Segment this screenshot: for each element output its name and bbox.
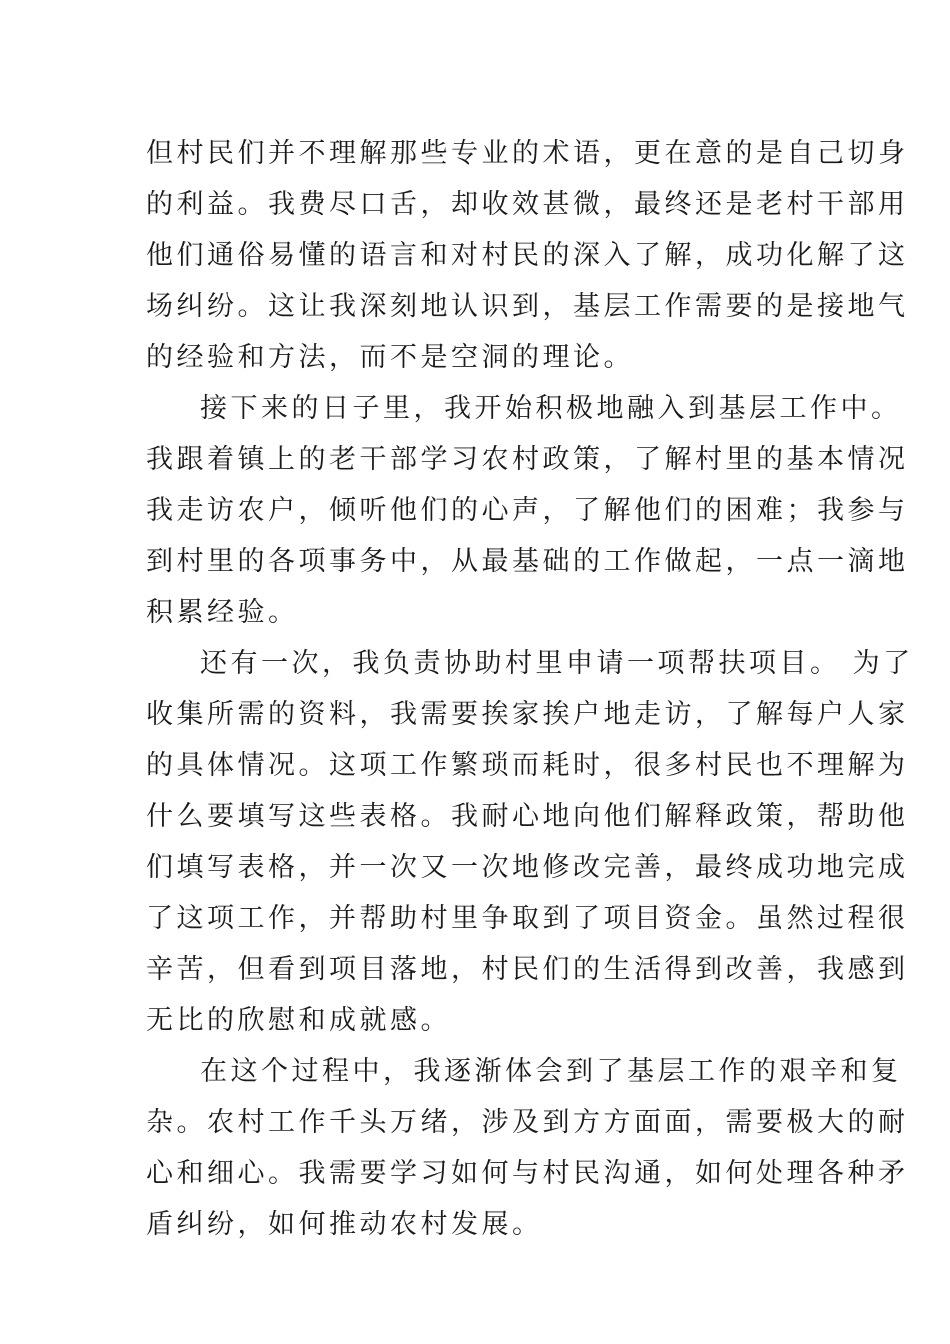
text-line: 我跟着镇上的老干部学习农村政策，了解村里的基本情况	[146, 444, 909, 475]
text-line: 场纠纷。这让我深刻地认识到，基层工作需要的是接地气	[146, 291, 909, 322]
text-line: 什么要填写这些表格。我耐心地向他们解释政策，帮助他	[146, 801, 909, 832]
document-body-text	[146, 128, 914, 1250]
text-line: 的利益。我费尽口舌，却收效甚微，最终还是老村干部用	[146, 189, 909, 220]
text-line: 到村里的各项事务中，从最基础的工作做起，一点一滴地	[146, 546, 909, 577]
text-line: 们填写表格，并一次又一次地修改完善，最终成功地完成	[146, 852, 909, 883]
text-line: 了这项工作，并帮助村里争取到了项目资金。虽然过程很	[146, 903, 909, 934]
text-line: 杂。农村工作千头万绪，涉及到方方面面，需要极大的耐	[146, 1107, 909, 1138]
text-line: 的具体情况。这项工作繁琐而耗时，很多村民也不理解为	[146, 750, 909, 781]
text-line: 收集所需的资料，我需要挨家挨户地走访，了解每户人家	[146, 699, 909, 730]
text-line: 在这个过程中，我逐渐体会到了基层工作的艰辛和复	[200, 1056, 902, 1087]
text-line: 他们通俗易懂的语言和对村民的深入了解，成功化解了这	[146, 240, 909, 271]
text-line: 我走访农户，倾听他们的心声，了解他们的困难；我参与	[146, 495, 909, 526]
text-line: 但村民们并不理解那些专业的术语，更在意的是自己切身	[146, 138, 909, 169]
text-line: 辛苦，但看到项目落地，村民们的生活得到改善，我感到	[146, 954, 909, 985]
text-line: 心和细心。我需要学习如何与村民沟通，如何处理各种矛	[146, 1158, 909, 1189]
text-line: 无比的欣慰和成就感。	[146, 1005, 451, 1036]
text-line: 还有一次，我负责协助村里申请一项帮扶项目。 为了	[200, 648, 914, 679]
text-line: 积累经验。	[146, 597, 299, 628]
text-line: 的经验和方法，而不是空洞的理论。	[146, 342, 634, 373]
text-line: 盾纠纷，如何推动农村发展。	[146, 1209, 543, 1240]
text-line: 接下来的日子里，我开始积极地融入到基层工作中。	[200, 393, 902, 424]
